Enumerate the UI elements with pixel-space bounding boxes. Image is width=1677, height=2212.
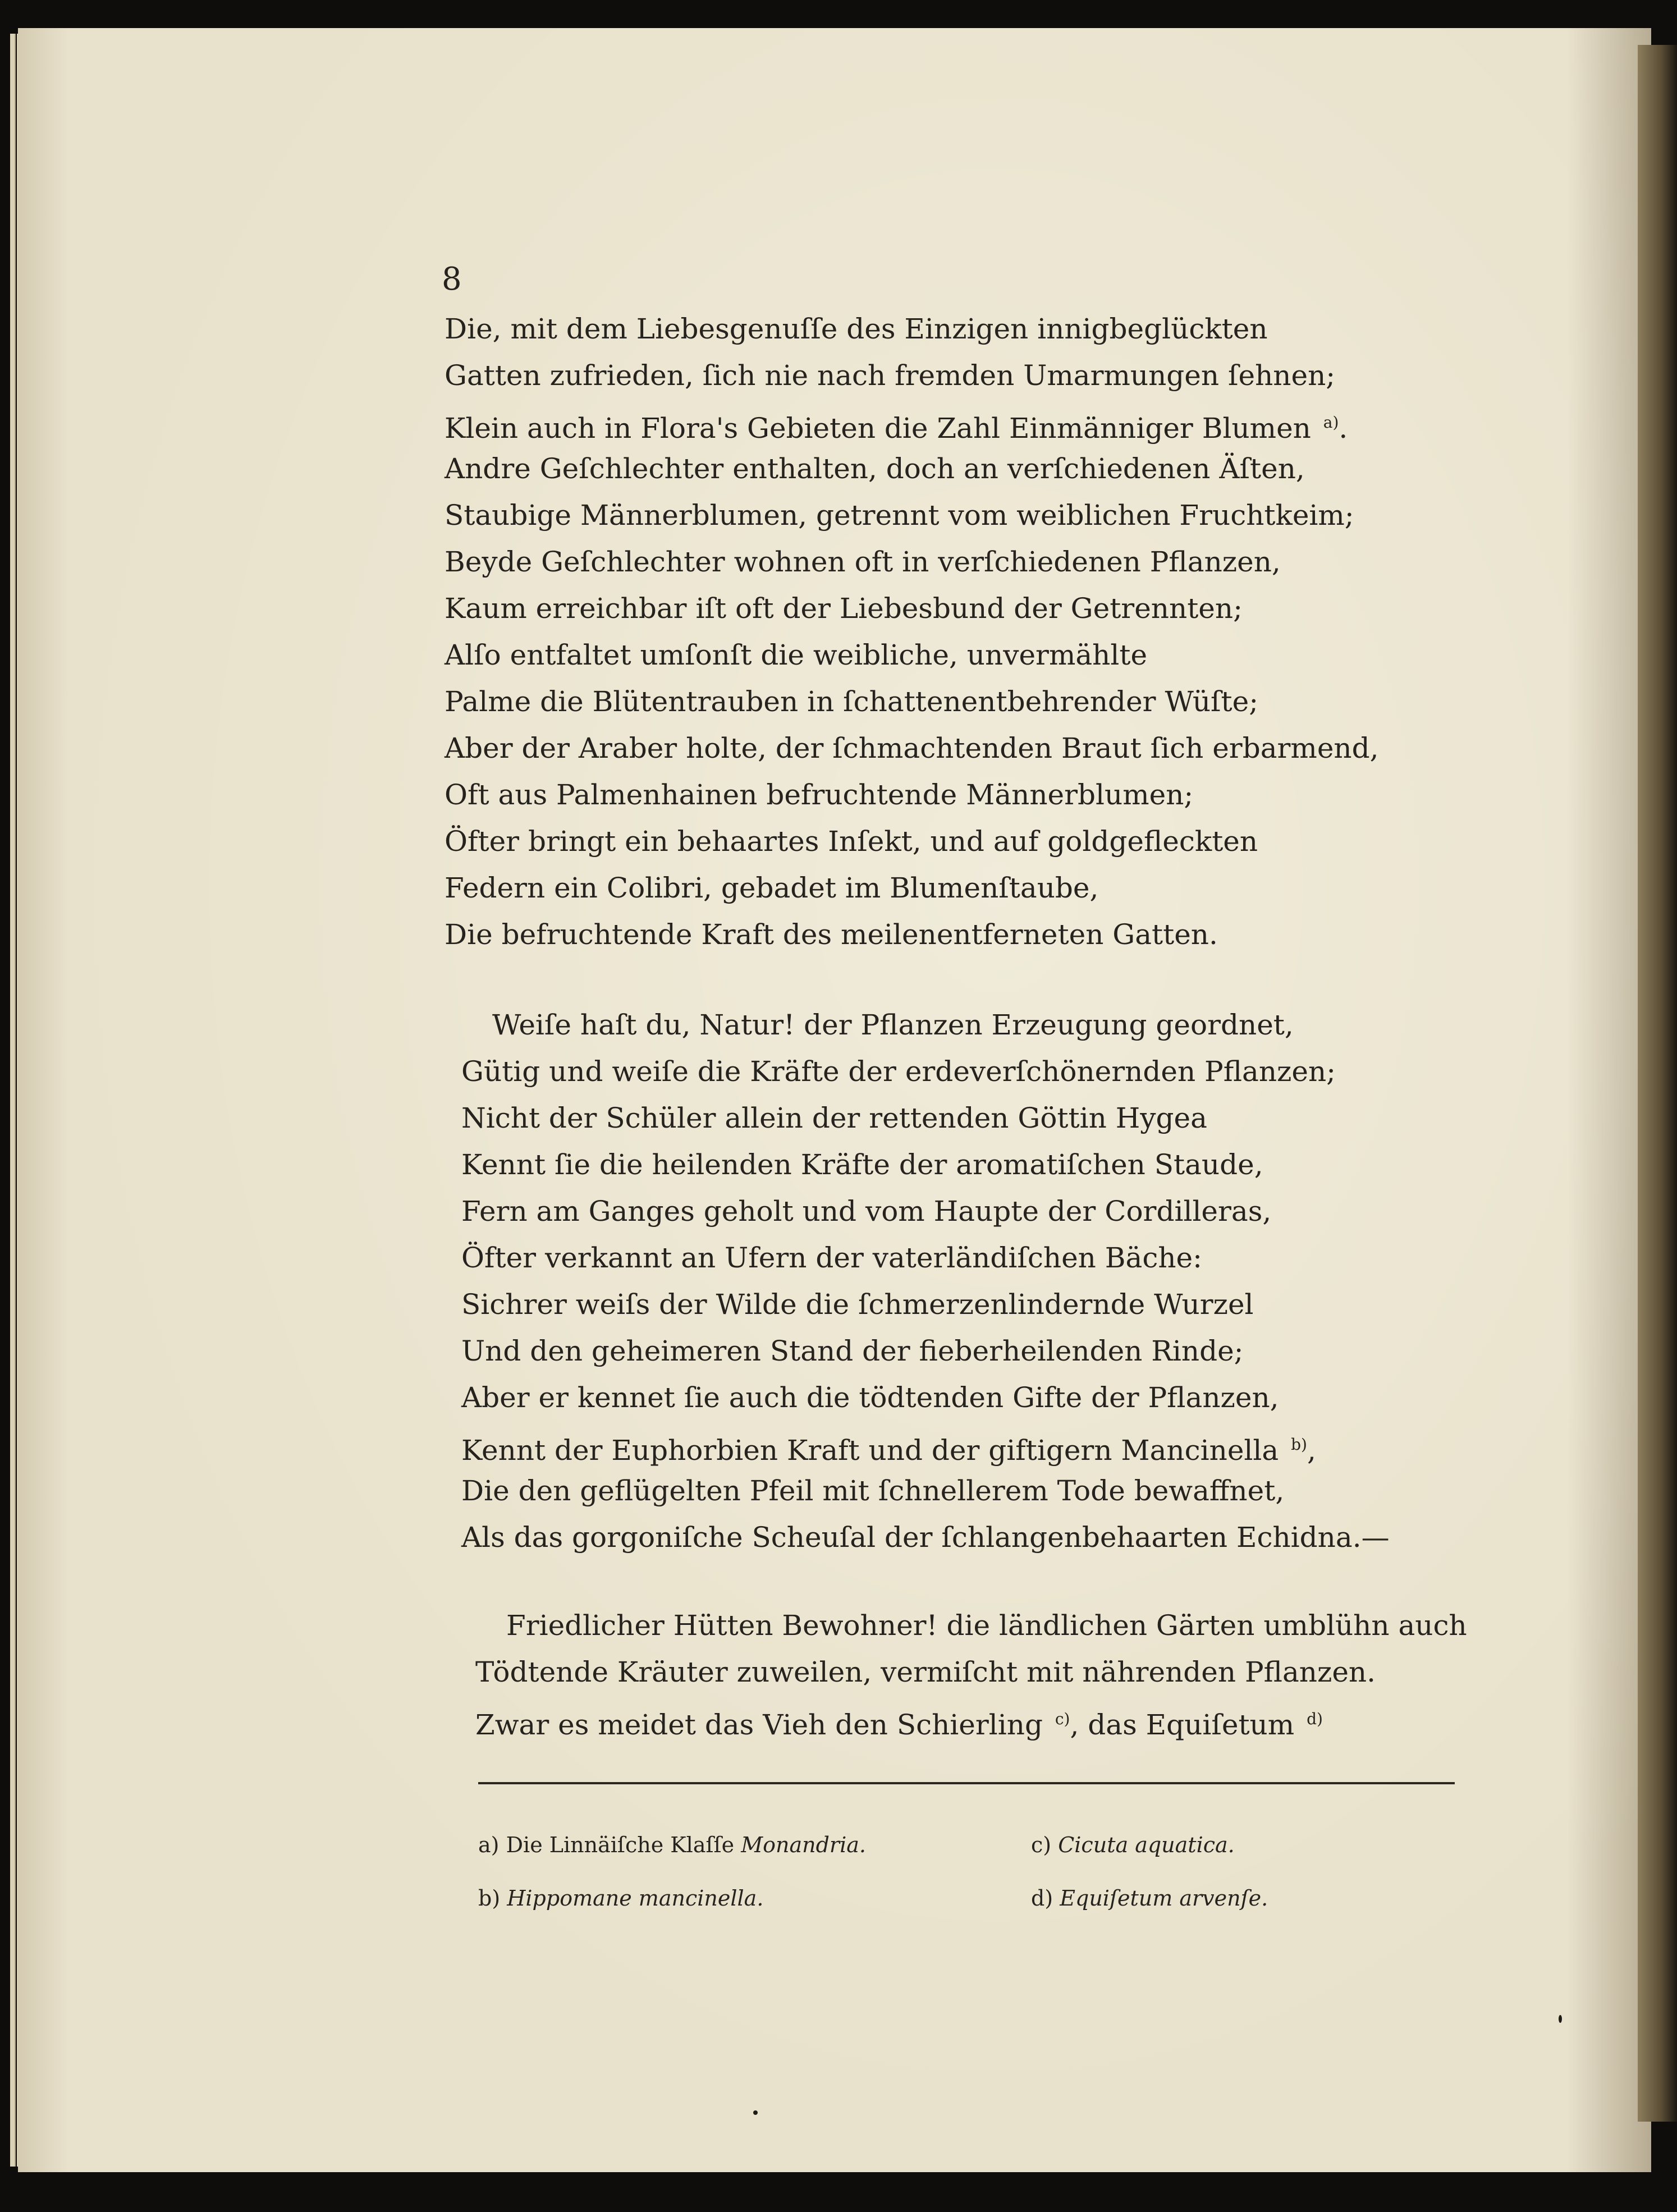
footnote-italic: Monandria. [741,1833,866,1857]
verse-line: Tödtende Kräuter zuweilen, vermiſcht mit nährenden Pflanzen. [475,1656,1376,1688]
verse-line: Weiſe haſt du, Natur! der Pflanzen Erzeugung geordnet, [492,1009,1294,1041]
page-edge-stack [10,34,16,2167]
footnote-label: b) [478,1886,501,1911]
verse-line: Friedlicher Hütten Bewohner! die ländlichen Gärten umblühn auch [506,1609,1467,1642]
verse-line: Öfter bringt ein behaartes Inſekt, und auf goldgefleckten [445,825,1258,858]
footnote-ref-a: a) [1323,413,1339,432]
footnote-ref-tail: , [1070,1709,1079,1741]
verse-line: Als das gorgoniſche Scheuſal der ſchlangenbehaarten Echidna.— [461,1521,1390,1554]
stanza-3 [475,1602,1467,1742]
verse-line: Beyde Geſchlechter wohnen oft in verſchiedenen Pflanzen, [445,546,1281,578]
page-number: 8 [442,261,462,297]
verse-line: Die den geflügelten Pfeil mit ſchnellerem Tode bewaffnet, [461,1474,1285,1507]
footnote-ref-tail: . [1339,412,1348,445]
footnote-ref-c: c) [1055,1710,1070,1728]
verse-line: Kaum erreichbar iſt oft der Liebesbund der Getrennten; [445,592,1243,625]
stanza-1 [445,306,1379,958]
verse-line: Gütig und weiſe die Kräfte der erdeverſchönernden Pflanzen; [461,1055,1336,1088]
footnote-divider [478,1782,1455,1784]
footnote-italic: Equiſetum arvenſe. [1060,1886,1268,1911]
paper-speck [753,2110,758,2115]
footnote-italic: Cicuta aquatica. [1058,1833,1235,1857]
verse-line: Öfter verkannt an Ufern der vaterländiſchen Bäche: [461,1242,1202,1274]
footnote-ref-d: d) [1307,1710,1323,1728]
verse-line: Aber der Araber holte, der ſchmachtenden Braut ſich erbarmend, [445,732,1379,764]
footnote-a [478,1833,866,1857]
verse-line: Aber er kennet ſie auch die tödtenden Gifte der Pflanzen, [461,1381,1279,1414]
verse-line: Klein auch in Flora's Gebieten die Zahl Einmänniger Blumen $^{a)}$. [445,412,1348,445]
footnote-label: d) [1031,1886,1053,1911]
verse-line: Andre Geſchlechter enthalten, doch an verſchiedenen Äſten, [445,452,1305,485]
verse-line: Nicht der Schüler allein der rettenden Göttin Hygea [461,1102,1207,1134]
footnotes [478,1833,1455,1945]
verse-line: Kennt der Euphorbien Kraft und der giftigern Mancinella $^{b)}$, [461,1434,1316,1467]
verse-line: Sichrer weiſs der Wilde die ſchmerzenlindernde Wurzel [461,1288,1254,1321]
footnote-label: c) [1031,1833,1052,1857]
paper-speck [1559,2015,1562,2023]
verse-line: Palme die Blütentrauben in ſchattenentbehrender Wüſte; [445,685,1259,718]
verse-line: Gatten zufrieden, ſich nie nach fremden Umarmungen ſehnen; [445,359,1336,392]
verse-line: Zwar es meidet das Vieh den Schierling $^{c)}$, das Equiſetum $^{d)}$ [475,1709,1323,1741]
footnote-ref-tail: , [1307,1434,1316,1467]
footnote-b [478,1886,763,1911]
footnote-d [1031,1886,1268,1911]
footnote-ref-b: b) [1291,1435,1307,1454]
next-page-edge [1638,45,1677,2122]
verse-line: Alſo entfaltet umſonſt die weibliche, unvermählte [445,639,1148,671]
verse-line: Federn ein Colibri, gebadet im Blumenſtaube, [445,872,1099,904]
verse-line: Staubige Männerblumen, getrennt vom weiblichen Fruchtkeim; [445,499,1354,532]
footnote-text: Die Linnäiſche Klaſſe [506,1833,735,1857]
verse-line: Oft aus Palmenhainen befruchtende Männerblumen; [445,778,1194,811]
verse-line: Die befruchtende Kraft des meilenentferneten Gatten. [445,918,1218,951]
stanza-2 [461,1002,1390,1561]
verse-line: Fern am Ganges geholt und vom Haupte der Cordilleras, [461,1195,1272,1228]
book-page [18,28,1651,2172]
footnote-c [1031,1833,1235,1857]
verse-line: Und den geheimeren Stand der fieberheilenden Rinde; [461,1335,1244,1367]
verse-line: Die, mit dem Liebesgenuſſe des Einzigen innigbeglückten [445,313,1268,345]
footnote-italic: Hippomane mancinella. [507,1886,764,1911]
verse-line: Kennt ſie die heilenden Kräfte der aromatiſchen Staude, [461,1148,1263,1181]
footnote-label: a) [478,1833,500,1857]
